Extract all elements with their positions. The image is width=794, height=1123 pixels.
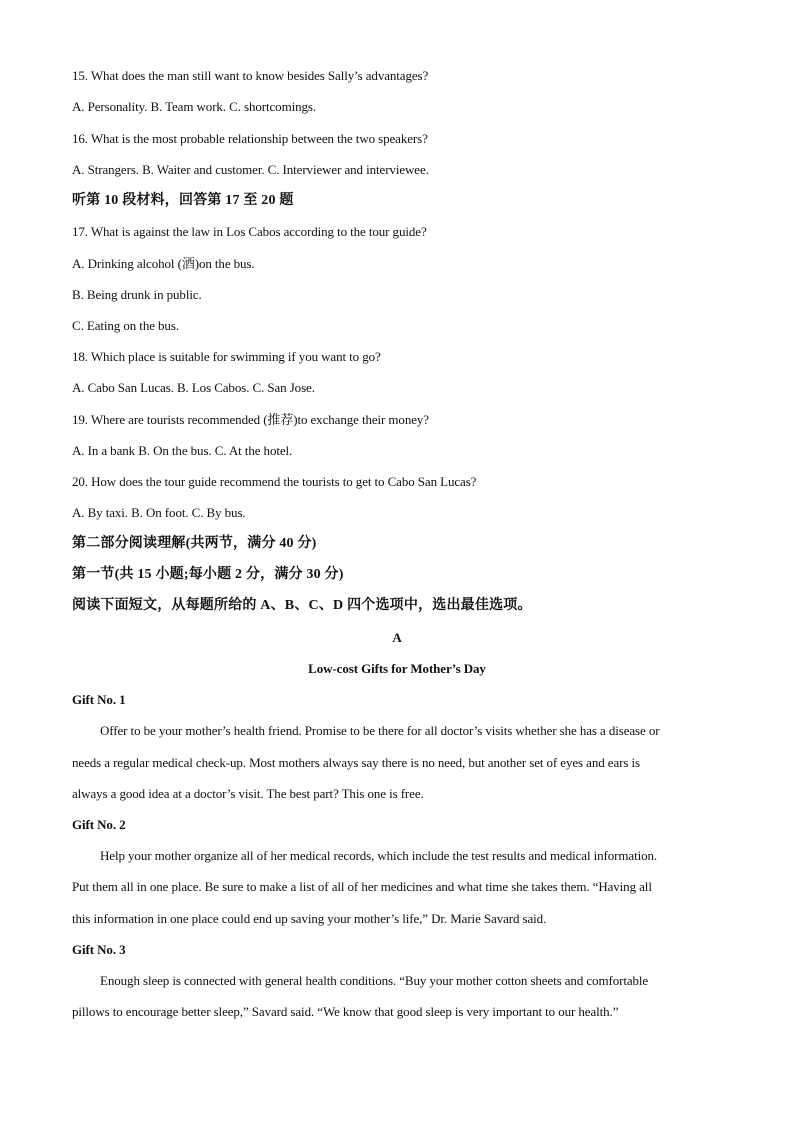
question-17-option-b: B. Being drunk in public. — [72, 287, 202, 302]
section-1-heading: 第一节(共 15 小题;每小题 2 分，满分 30 分) — [72, 567, 344, 582]
passage-title: Low-cost Gifts for Mother’s Day — [308, 661, 486, 676]
passage-letter: A — [392, 630, 402, 645]
instructions: 阅读下面短文，从每题所给的 A、B、C、D 四个选项中，选出最佳选项。 — [72, 598, 532, 613]
question-18-options: A. Cabo San Lucas. B. Los Cabos. C. San Jose. — [72, 380, 315, 395]
question-16-options: A. Strangers. B. Waiter and customer. C. Interviewer and interviewee. — [72, 162, 429, 177]
gift-1-title: Gift No. 1 — [72, 692, 126, 707]
question-17-option-a: A. Drinking alcohol (酒)on the bus. — [72, 256, 255, 271]
question-19-options: A. In a bank B. On the bus. C. At the hotel. — [72, 443, 293, 458]
gift-2-line-2: Put them all in one place. Be sure to make a list of all of her medicines and what time she takes them. “Having all — [72, 879, 652, 894]
gift-1-line-2: needs a regular medical check-up. Most mothers always say there is no need, but another set of eyes and ears is — [72, 755, 640, 770]
question-16: 16. What is the most probable relationship between the two speakers? — [72, 131, 428, 146]
gift-2-line-1: Help your mother organize all of her medical records, which include the test results and medical information. — [100, 848, 658, 863]
question-15: 15. What does the man still want to know besides Sally’s advantages? — [72, 68, 429, 83]
gift-2-line-3: this information in one place could end up saving your mother’s life,” Dr. Marie Savard said. — [72, 911, 547, 926]
question-20: 20. How does the tour guide recommend the tourists to get to Cabo San Lucas? — [72, 474, 477, 489]
gift-2-title: Gift No. 2 — [72, 817, 126, 832]
gift-1-line-1: Offer to be your mother’s health friend. Promise to be there for all doctor’s visits whether she has a disease or — [100, 723, 660, 738]
question-17: 17. What is against the law in Los Cabos according to the tour guide? — [72, 224, 427, 239]
question-20-options: A. By taxi. B. On foot. C. By bus. — [72, 505, 246, 520]
gift-1-line-3: always a good idea at a doctor’s visit. The best part? This one is free. — [72, 786, 424, 801]
gift-3-line-2: pillows to encourage better sleep,” Savard said. “We know that good sleep is very important to our health.” — [72, 1004, 619, 1019]
question-17-option-c: C. Eating on the bus. — [72, 318, 179, 333]
part-2-heading: 第二部分阅读理解(共两节，满分 40 分) — [72, 536, 317, 551]
question-15-options: A. Personality. B. Team work. C. shortcomings. — [72, 99, 317, 114]
gift-3-line-1: Enough sleep is connected with general health conditions. “Buy your mother cotton sheets and comfortable — [100, 973, 649, 988]
section-10-heading: 听第 10 段材料，回答第 17 至 20 题 — [72, 193, 294, 208]
gift-3-title: Gift No. 3 — [72, 942, 126, 957]
question-19: 19. Where are tourists recommended (推荐)to exchange their money? — [72, 412, 429, 427]
question-18: 18. Which place is suitable for swimming if you want to go? — [72, 349, 381, 364]
